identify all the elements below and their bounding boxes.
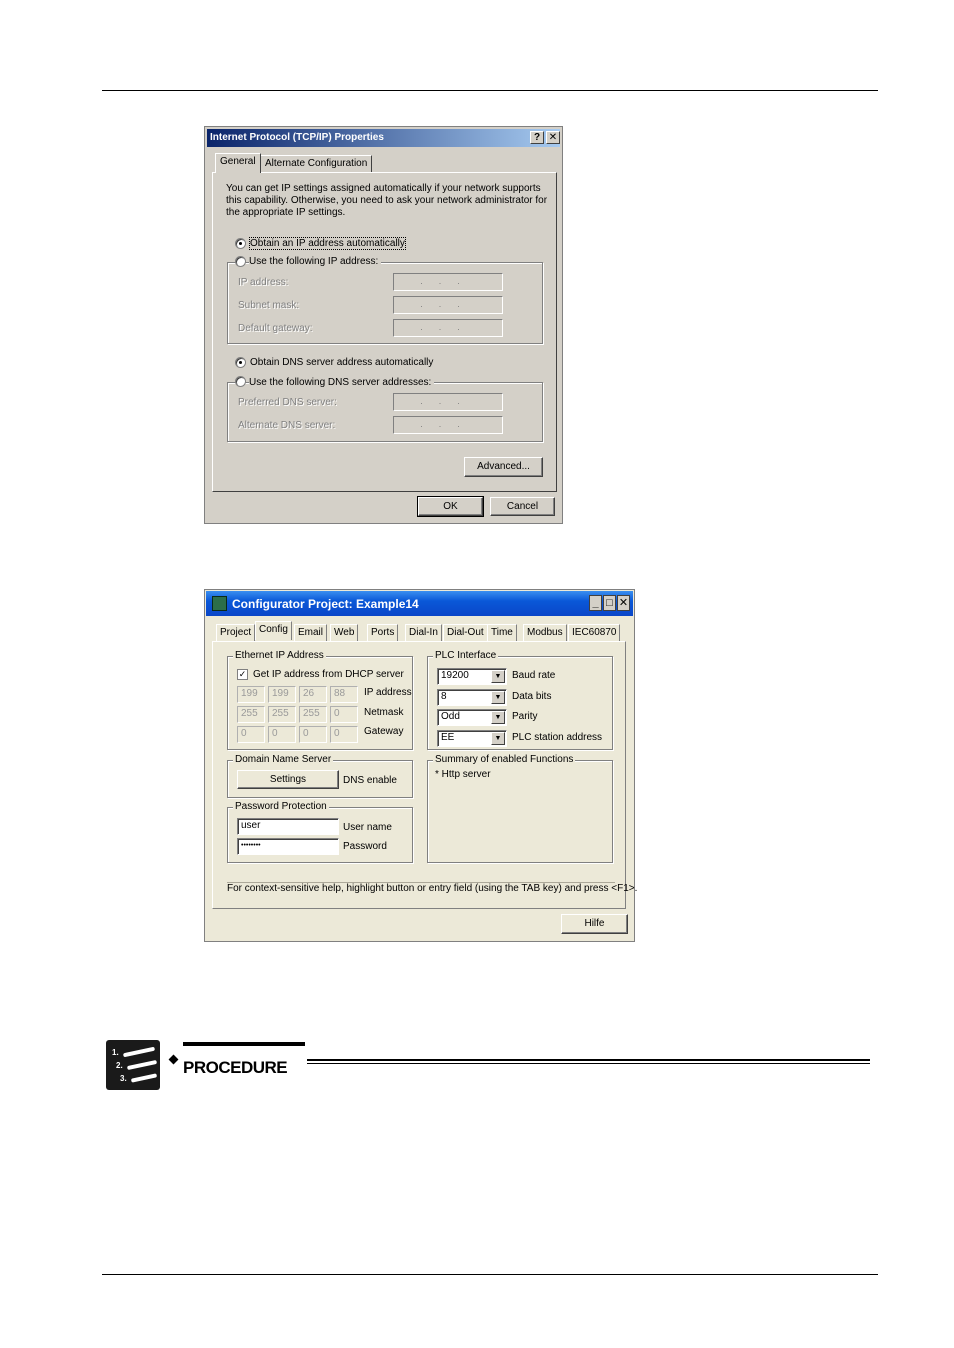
gateway-octet-3[interactable]: 0: [299, 726, 327, 743]
baud-rate-value: 19200: [441, 670, 469, 681]
chevron-down-icon[interactable]: ▼: [491, 670, 505, 683]
alternate-dns-field[interactable]: ...: [393, 416, 503, 434]
subnet-mask-field[interactable]: ...: [393, 296, 503, 314]
manual-ip-radio[interactable]: [235, 256, 246, 267]
tab-general[interactable]: General: [215, 153, 261, 173]
close-button[interactable]: ✕: [618, 597, 629, 609]
preferred-dns-label: Preferred DNS server:: [238, 397, 337, 408]
maximize-button[interactable]: □: [603, 595, 616, 611]
plc-legend: PLC Interface: [435, 650, 497, 661]
procedure-rule-bottom: [307, 1063, 870, 1064]
summary-item: * Http server: [435, 769, 491, 780]
intro-line-3: the appropriate IP settings.: [226, 207, 346, 218]
username-label: User name: [343, 822, 392, 833]
chevron-down-icon[interactable]: ▼: [491, 691, 505, 704]
intro-line-2: this capability. Otherwise, you need to ask your network administrator for: [226, 195, 548, 206]
data-bits-select[interactable]: [437, 689, 507, 706]
auto-dns-label: Obtain DNS server address automatically: [250, 357, 434, 368]
dhcp-label: Get IP address from DHCP server: [253, 669, 404, 680]
icon-number-3: 3.: [120, 1074, 127, 1083]
diamond-bullet-icon: [169, 1055, 179, 1065]
parity-select[interactable]: [437, 709, 507, 726]
password-label: Password: [343, 841, 387, 852]
dns-enable-label: DNS enable: [343, 775, 397, 786]
dialog-title: Configurator Project: Example14: [232, 597, 419, 611]
icon-number-2: 2.: [116, 1061, 123, 1070]
advanced-button[interactable]: Advanced...: [464, 457, 543, 477]
ip-octet-1[interactable]: 199: [237, 686, 265, 703]
password-input[interactable]: ••••••••: [237, 838, 339, 855]
tab-web[interactable]: Web: [330, 624, 358, 641]
preferred-dns-field[interactable]: ...: [393, 393, 503, 411]
gateway-label: Gateway: [364, 726, 404, 737]
dns-legend: Domain Name Server: [235, 754, 332, 765]
footer-rule: [102, 1274, 878, 1275]
minimize-button[interactable]: _: [589, 595, 602, 611]
tab-modbus[interactable]: Modbus: [523, 624, 567, 641]
tab-alternate-configuration[interactable]: Alternate Configuration: [260, 155, 372, 173]
ip-address-label: IP address:: [238, 277, 289, 288]
default-gateway-field[interactable]: ...: [393, 319, 503, 337]
procedure-title: PROCEDURE: [183, 1058, 288, 1077]
cancel-button[interactable]: Cancel: [490, 497, 555, 516]
netmask-octet-1[interactable]: 255: [237, 706, 265, 723]
tab-config[interactable]: Config: [255, 621, 292, 640]
alternate-dns-label: Alternate DNS server:: [238, 420, 336, 431]
title-bar: [206, 591, 633, 616]
icon-number-1: 1.: [112, 1048, 119, 1057]
plc-station-label: PLC station address: [512, 732, 603, 743]
ip-octet-2[interactable]: 199: [268, 686, 296, 703]
plc-station-select[interactable]: [437, 730, 507, 747]
procedure-rule-top: [307, 1059, 870, 1061]
gateway-octet-4[interactable]: 0: [330, 726, 358, 743]
dhcp-checkbox[interactable]: ✓: [238, 669, 247, 679]
header-rule: [102, 90, 878, 91]
ethernet-legend: Ethernet IP Address: [235, 650, 324, 661]
help-button[interactable]: ?: [530, 131, 544, 144]
netmask-label: Netmask: [364, 707, 404, 718]
plc-station-value: EE: [441, 732, 455, 743]
parity-value: Odd: [441, 711, 460, 722]
procedure-list-icon: [106, 1040, 160, 1090]
netmask-octet-3[interactable]: 255: [299, 706, 327, 723]
app-icon: [212, 596, 227, 611]
gateway-octet-2[interactable]: 0: [268, 726, 296, 743]
tab-email[interactable]: Email: [294, 624, 327, 641]
username-input[interactable]: user: [237, 818, 339, 835]
manual-dns-label: Use the following DNS server addresses:: [249, 377, 434, 388]
default-gateway-label: Default gateway:: [238, 323, 313, 334]
data-bits-value: 8: [441, 691, 447, 702]
summary-legend: Summary of enabled Functions: [435, 754, 574, 765]
title-bar: [207, 129, 560, 147]
manual-ip-label: Use the following IP address:: [249, 256, 381, 267]
tcpip-properties-dialog: [204, 126, 563, 524]
manual-dns-radio[interactable]: [235, 376, 246, 387]
netmask-octet-4[interactable]: 0: [330, 706, 358, 723]
ip-address-label: IP address: [364, 687, 412, 698]
password-legend: Password Protection: [235, 801, 327, 812]
general-panel: [212, 172, 557, 492]
dns-settings-button[interactable]: Settings: [237, 770, 339, 789]
hilfe-button[interactable]: Hilfe: [561, 914, 628, 934]
chevron-down-icon[interactable]: ▼: [491, 711, 505, 724]
baud-rate-label: Baud rate: [512, 670, 556, 681]
baud-rate-select[interactable]: [437, 668, 507, 685]
tab-dial-out[interactable]: Dial-Out: [443, 624, 488, 641]
dialog-title: Internet Protocol (TCP/IP) Properties: [210, 132, 384, 143]
auto-ip-radio[interactable]: [235, 238, 246, 249]
tab-iec60870[interactable]: IEC60870: [568, 624, 620, 641]
subnet-mask-label: Subnet mask:: [238, 300, 300, 311]
config-panel: [212, 641, 638, 909]
close-button[interactable]: ✕: [546, 131, 560, 144]
configurator-project-dialog: [204, 589, 638, 942]
gateway-octet-1[interactable]: 0: [237, 726, 265, 743]
help-text: For context-sensitive help, highlight button or entry field (using the TAB key) and press <F1>.: [227, 883, 638, 894]
parity-label: Parity: [512, 711, 538, 722]
ip-address-field[interactable]: ...: [393, 273, 503, 291]
netmask-octet-2[interactable]: 255: [268, 706, 296, 723]
tab-project[interactable]: Project: [216, 624, 255, 641]
ip-octet-4[interactable]: 88: [330, 686, 358, 703]
chevron-down-icon[interactable]: ▼: [491, 732, 505, 745]
ip-octet-3[interactable]: 26: [299, 686, 327, 703]
ok-button[interactable]: OK: [418, 497, 483, 516]
tab-time[interactable]: Time: [487, 624, 517, 641]
tab-ports[interactable]: Ports: [367, 624, 398, 641]
tab-dial-in[interactable]: Dial-In: [405, 624, 442, 641]
intro-line-1: You can get IP settings assigned automatically if your network supports: [226, 183, 541, 194]
procedure-top-bar: [183, 1042, 305, 1046]
auto-ip-label: Obtain an IP address automatically: [250, 238, 405, 249]
data-bits-label: Data bits: [512, 691, 552, 702]
auto-dns-radio[interactable]: [235, 357, 246, 368]
